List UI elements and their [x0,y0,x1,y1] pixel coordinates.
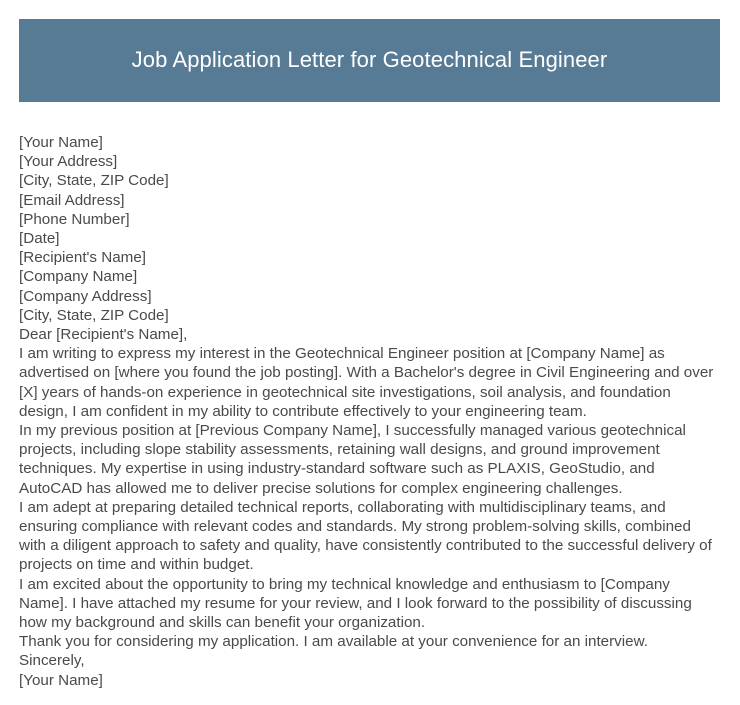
salutation: Dear [Recipient's Name], [19,326,188,344]
body-paragraph-2: In my previous position at [Previous Company Name], I successfully managed various geotechnical projects, including slope stability assessments, retaining wall designs, and ground improvement techniques. My expertise in using industry-standard software such as PLAXIS, GeoStudio, and AutoCAD has allowed me to deliver precise solutions for complex engineering challenges. [19,422,686,497]
body-paragraph-4: I am excited about the opportunity to bring my technical knowledge and enthusiasm to [Company Name]. I have attached my resume for your review, and I look forward to the possibility of discussing how my background and skills can benefit your organization. [19,575,692,632]
closing: Sincerely, [19,652,85,670]
sender-line-phone: [Phone Number] [19,210,130,228]
recipient-line-company-address: [Company Address] [19,287,152,305]
sender-line-date: [Date] [19,230,60,248]
body-paragraph-1: I am writing to express my interest in the Geotechnical Engineer position at [Company Name] as advertised on [where you found the job posting]. With a Bachelor's degree in Civil Engineering and over [X] years of hands-on experience in geotechnical site investigations, soil analysis, and foundation design, I am confident in my ability to contribute effectively to your engineering team. [19,345,714,420]
sender-line-city-state-zip: [City, State, ZIP Code] [19,172,169,190]
sender-line-address: [Your Address] [19,153,118,171]
recipient-line-name: [Recipient's Name] [19,249,146,267]
body-paragraph-5: Thank you for considering my application. I am available at your convenience for an interview. [19,633,648,651]
sender-line-name: [Your Name] [19,134,103,151]
recipient-line-company: [Company Name] [19,268,138,286]
letter-body [19,133,721,690]
body-paragraph-3: I am adept at preparing detailed technical reports, collaborating with multidisciplinary teams, and ensuring compliance with relevant codes and standards. My strong problem-solving skills, combined with a diligent approach to safety and quality, have consistently contributed to the successful delivery of projects on time and within budget. [19,498,712,574]
signature-name: [Your Name] [19,671,103,689]
page-title: Job Application Letter for Geotechnical Engineer [131,47,608,73]
sender-line-email: [Email Address] [19,191,125,209]
recipient-line-city-state-zip: [City, State, ZIP Code] [19,306,169,324]
letter-header-banner [19,19,720,102]
sender-address-block [19,133,721,248]
recipient-address-block [19,248,721,325]
